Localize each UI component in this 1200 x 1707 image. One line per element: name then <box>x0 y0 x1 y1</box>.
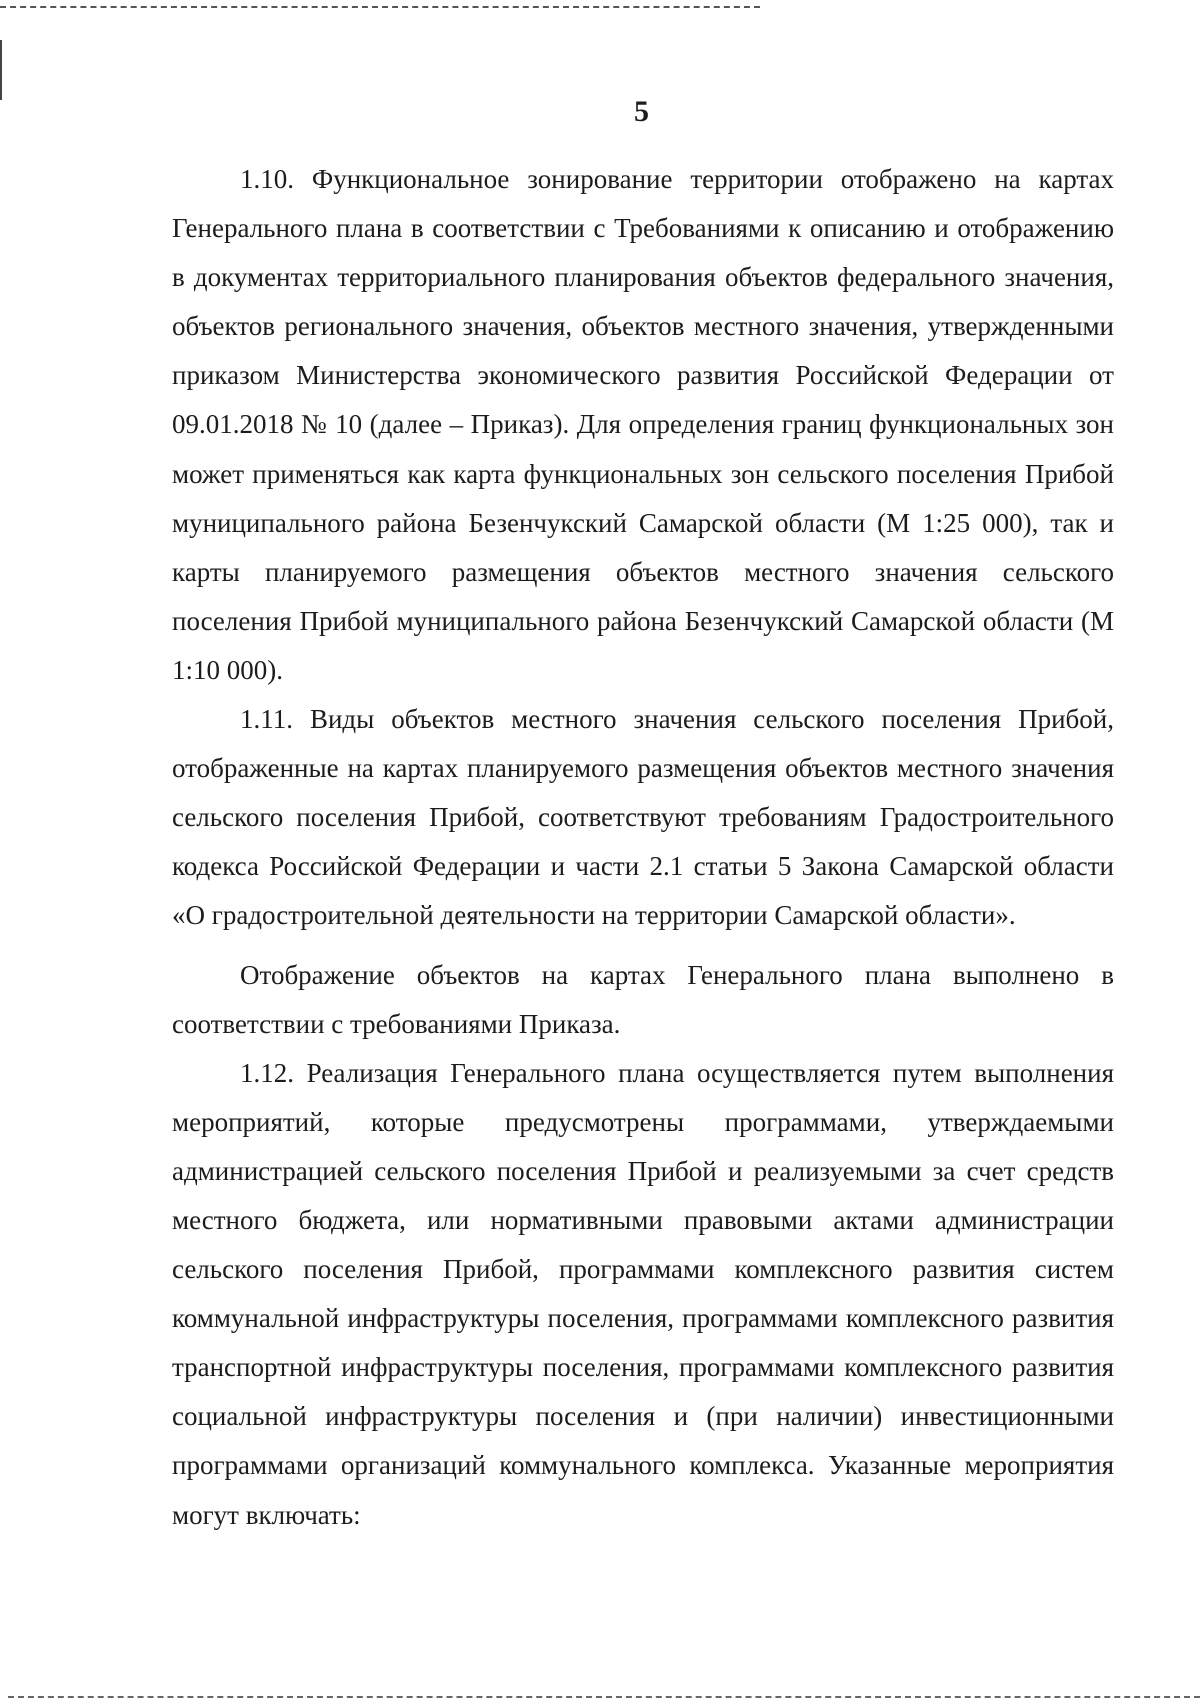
page-number: 5 <box>634 95 649 128</box>
paragraph-1-11: 1.11. Виды объектов местного значения сельского поселения Прибой, отображенные на картах планируемого размещения объектов местного значения сельского поселения Прибой, соответствуют требованиям Градостроительного кодекса Российской Федерации и части 2.1 статьи 5 Закона Самарской области «О градостроительной деятельности на территории Самарской области». <box>172 704 1114 931</box>
scan-artifact-top <box>0 6 760 10</box>
paragraph-1-12: 1.12. Реализация Генерального плана осуществляется путем выполнения мероприятий, которые предусмотрены программами, утверждаемыми администрацией сельского поселения Прибой и реализуемыми за счет средств местного бюджета, или нормативными правовыми актами администрации сельского поселения Прибой, программами комплексного развития систем коммунальной инфраструктуры поселения, программами комплексного развития транспортной инфраструктуры поселения, программами комплексного развития социальной инфраструктуры поселения и (при наличии) инвестиционными программами организаций коммунального комплекса. Указанные мероприятия могут включать: <box>172 1057 1114 1530</box>
scan-artifact-bottom <box>8 1696 1200 1700</box>
paragraph-1-10: 1.10. Функциональное зонирование территории отображено на картах Генерального плана в соответствии с Требованиями к описанию и отображению в документах территориального планирования объектов федерального значения, объектов регионального значения, объектов местного значения, утвержденными приказом Министерства экономического развития Российской Федерации от 09.01.2018 № 10 (далее – Приказ). Для определения границ функциональных зон может применяться как карта функциональных зон сельского поселения Прибой муниципального района Безенчукский Самарской области (М 1:25 000), так и карты планируемого размещения объектов местного значения сельского поселения Прибой муниципального района Безенчукский Самарской области (М 1:10 000). <box>172 164 1114 685</box>
document-body <box>172 155 1114 1540</box>
scan-artifact-edge <box>0 40 2 100</box>
paragraph-display: Отображение объектов на картах Генерального плана выполнено в соответствии с требованиями Приказа. <box>172 959 1114 1039</box>
